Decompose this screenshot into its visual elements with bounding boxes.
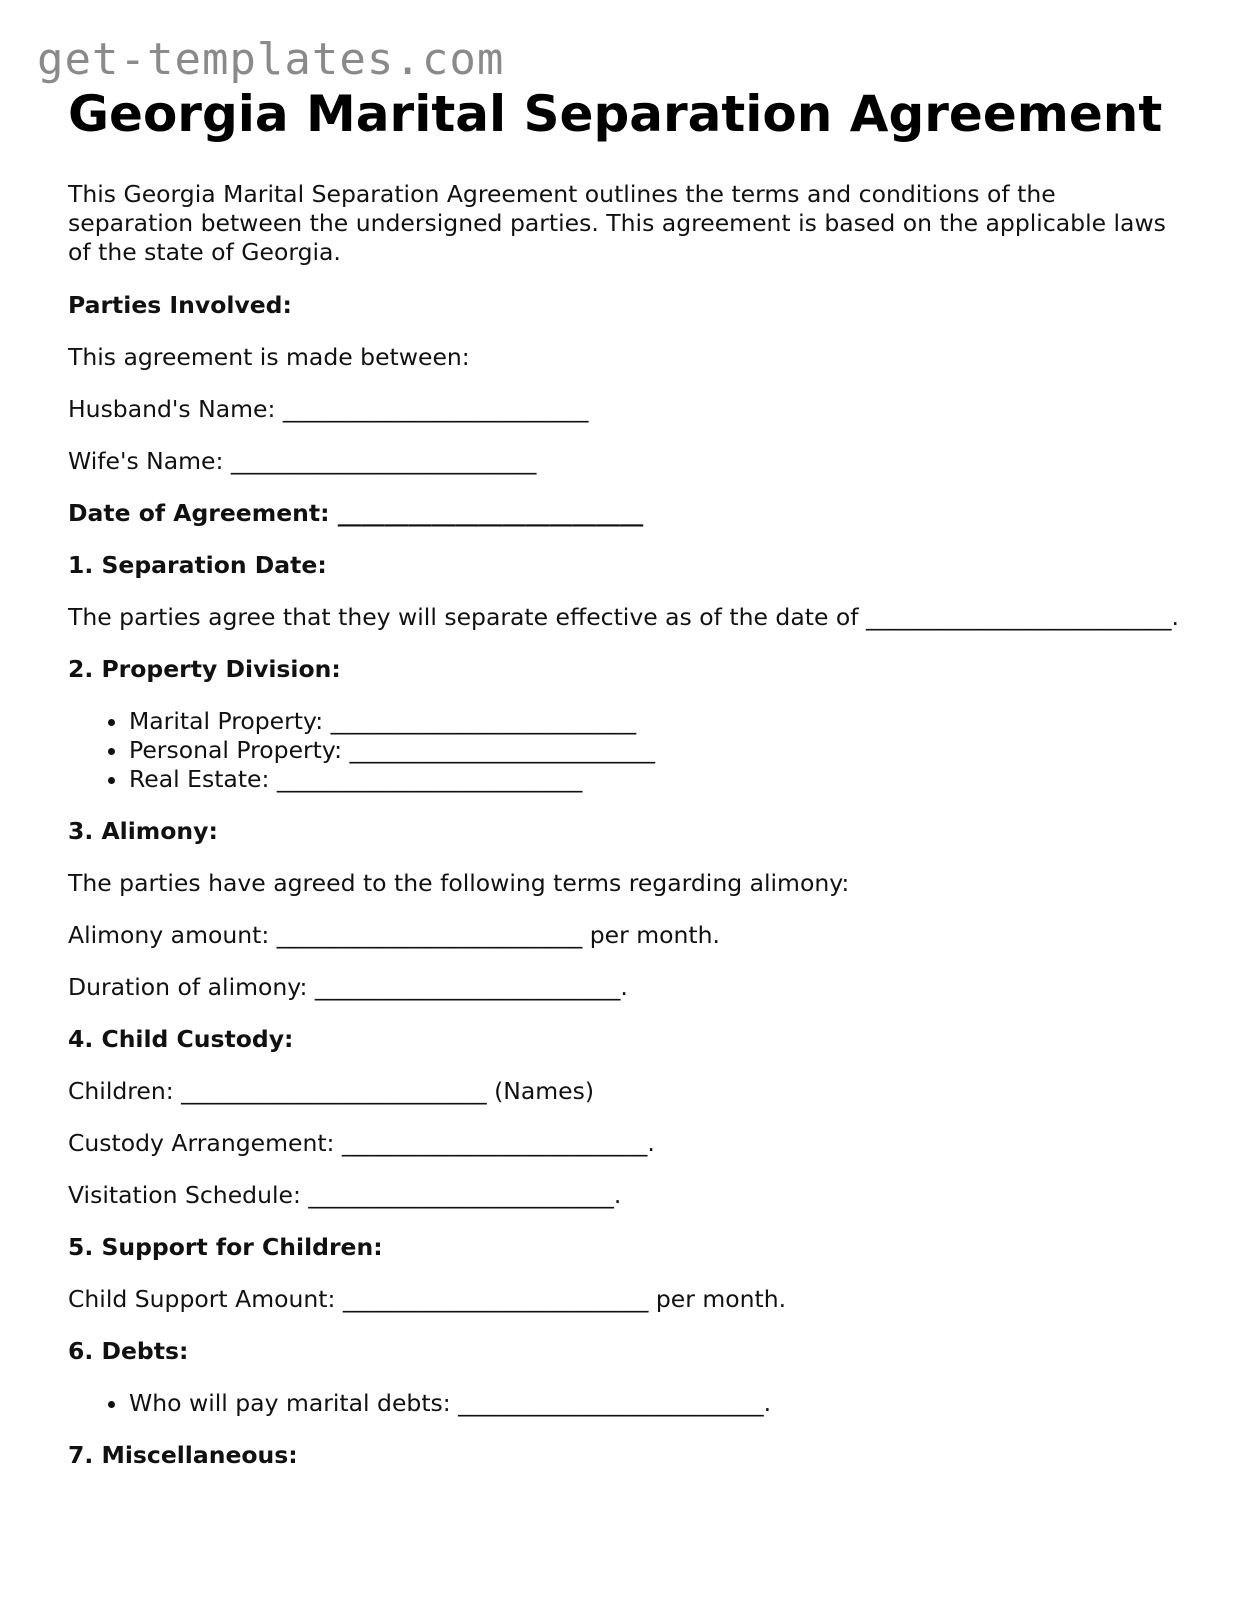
visitation-schedule-field: Visitation Schedule: __________________________. (68, 1180, 622, 1209)
parties-heading: Parties Involved: (68, 290, 292, 319)
list-item: • Who will pay marital debts: __________________________. (129, 1389, 1188, 1418)
debts-list (68, 1389, 1188, 1418)
child-support-heading: 5. Support for Children: (68, 1232, 383, 1261)
list-item: • Personal Property: __________________________ (129, 736, 1188, 765)
wife-name-field: Wife's Name: __________________________ (68, 446, 537, 475)
alimony-text: The parties have agreed to the following terms regarding alimony: (68, 868, 850, 897)
property-division-heading: 2. Property Division: (68, 654, 341, 683)
watermark: get-templates.com (37, 34, 505, 85)
child-support-amount-field: Child Support Amount: __________________________ per month. (68, 1284, 787, 1313)
alimony-duration-field: Duration of alimony: __________________________. (68, 972, 628, 1001)
document (68, 86, 1188, 1493)
alimony-amount-field: Alimony amount: __________________________ per month. (68, 920, 720, 949)
separation-date-heading: 1. Separation Date: (68, 550, 327, 579)
date-of-agreement-field: Date of Agreement: __________________________ (68, 498, 644, 527)
list-item: • Marital Property: __________________________ (129, 707, 1188, 736)
debts-heading: 6. Debts: (68, 1336, 189, 1365)
parties-intro: This agreement is made between: (68, 342, 470, 371)
children-names-field: Children: __________________________ (Names) (68, 1076, 595, 1105)
husband-name-field: Husband's Name: __________________________ (68, 394, 589, 423)
miscellaneous-heading: 7. Miscellaneous: (68, 1440, 298, 1469)
custody-arrangement-field: Custody Arrangement: __________________________. (68, 1128, 655, 1157)
alimony-heading: 3. Alimony: (68, 816, 218, 845)
property-list (68, 707, 1188, 794)
separation-date-text: The parties agree that they will separate effective as of the date of __________________________. (68, 602, 1179, 631)
child-custody-heading: 4. Child Custody: (68, 1024, 294, 1053)
list-item: • Real Estate: __________________________ (129, 765, 1188, 794)
intro-paragraph: This Georgia Marital Separation Agreement outlines the terms and conditions of the separation between the undersigned parties. This agreement is based on the applicable laws of the state of Georgia. (68, 179, 1166, 266)
document-title: Georgia Marital Separation Agreement (68, 85, 1163, 143)
